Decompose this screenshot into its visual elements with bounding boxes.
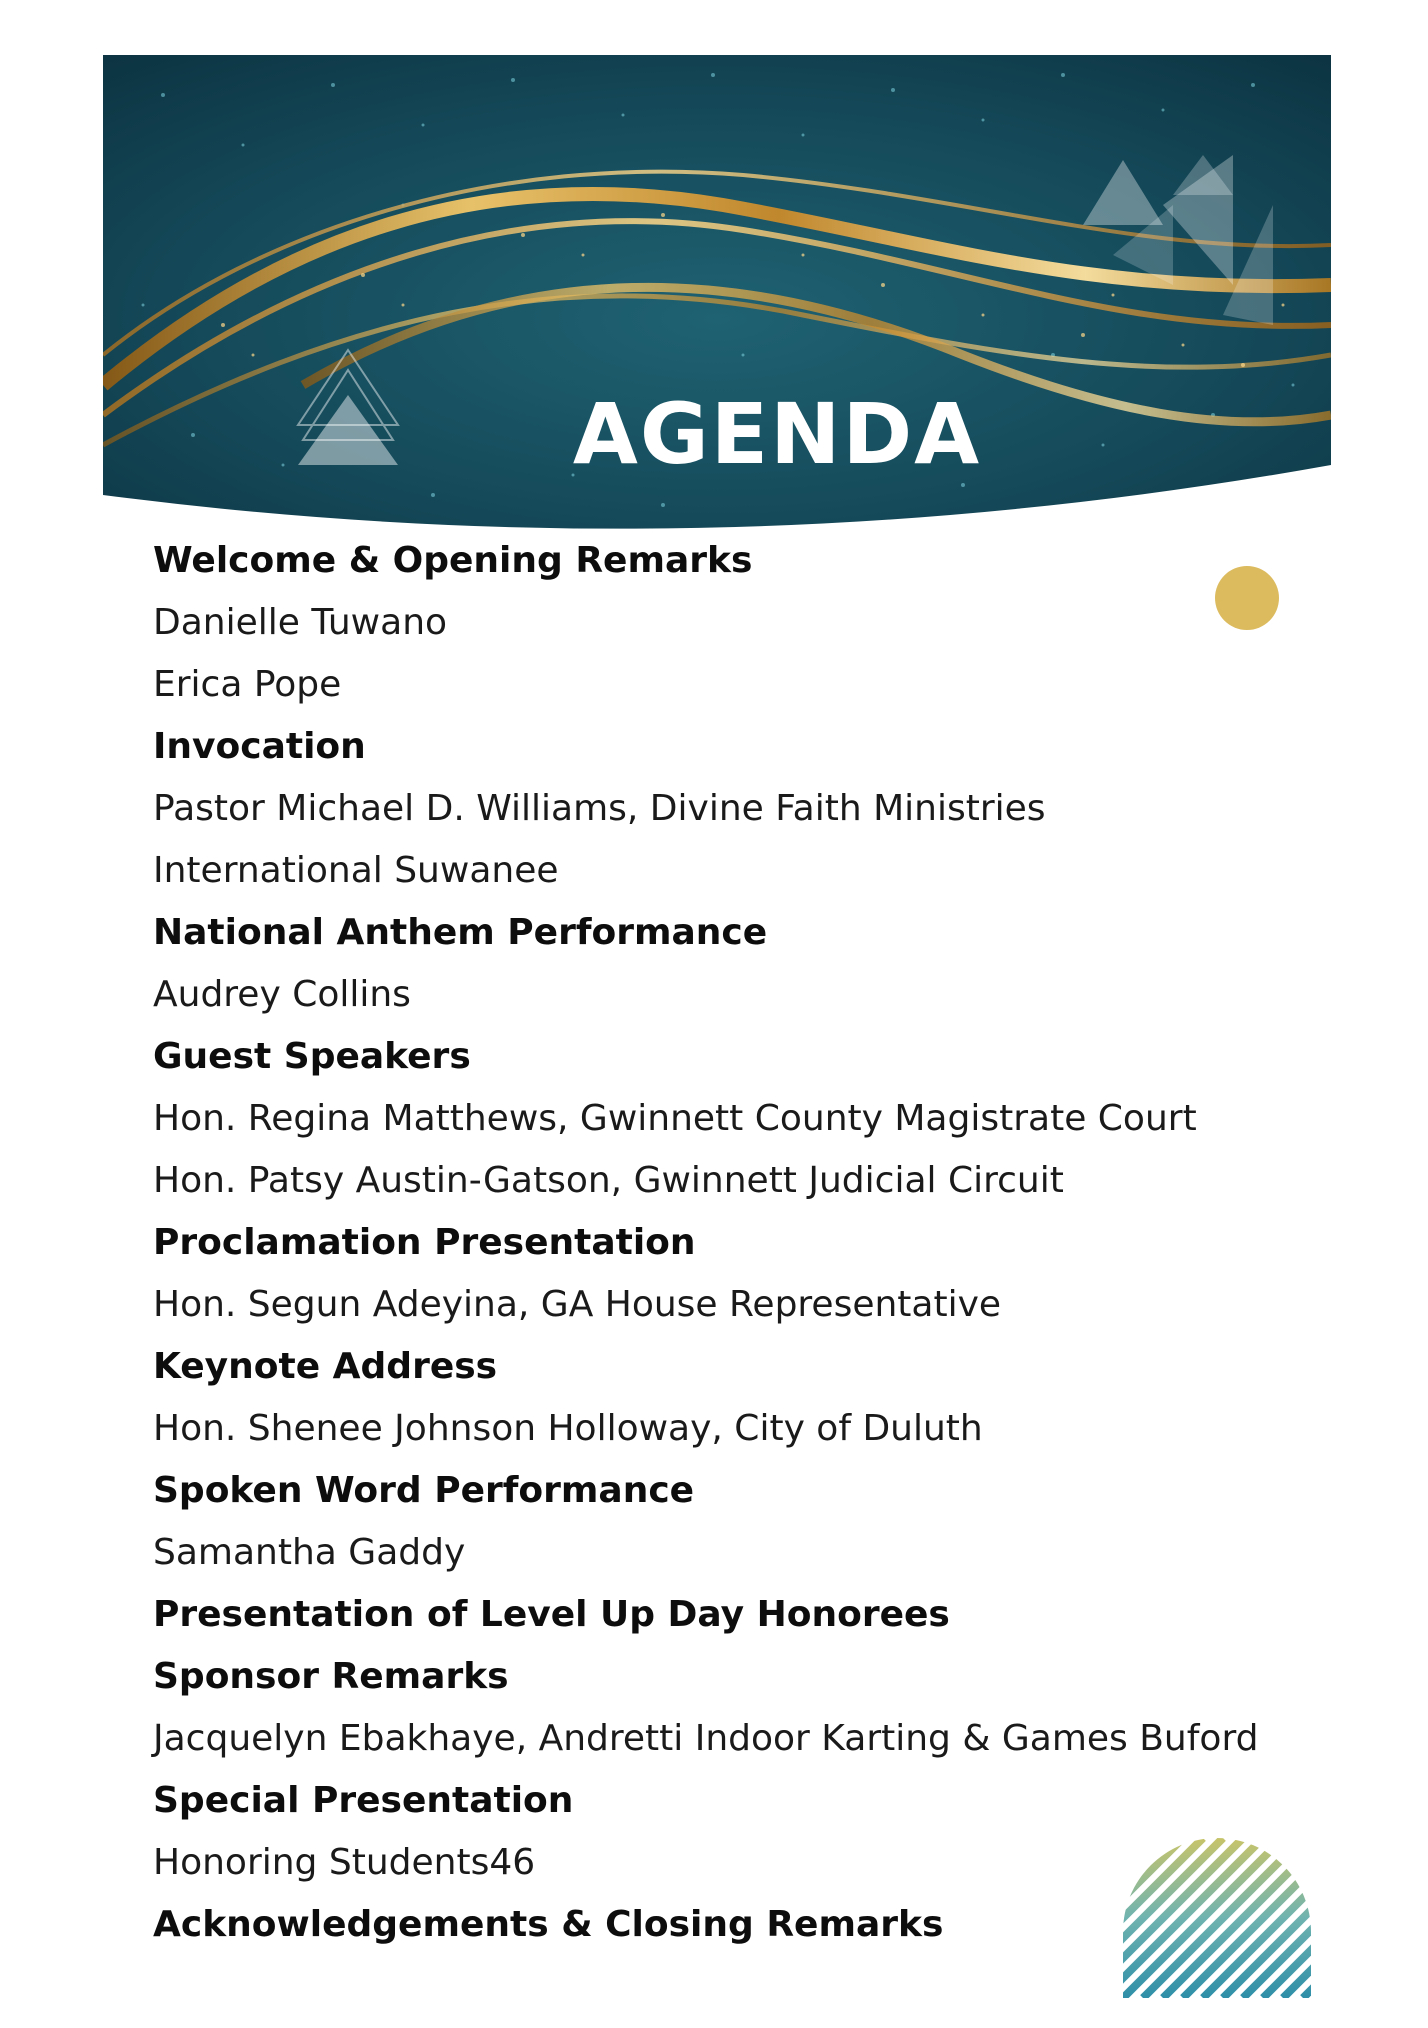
agenda-heading: Acknowledgements & Closing Remarks [153,1904,944,1945]
agenda-heading: Welcome & Opening Remarks [153,540,753,581]
agenda-heading: Spoken Word Performance [153,1470,695,1511]
agenda-list [153,530,1303,1956]
agenda-detail: Hon. Patsy Austin-Gatson, Gwinnett Judicial Circuit [153,1160,1064,1201]
agenda-detail: Erica Pope [153,664,342,705]
agenda-heading: Presentation of Level Up Day Honorees [153,1594,950,1635]
agenda-heading: Special Presentation [153,1780,574,1821]
agenda-detail: Samantha Gaddy [153,1532,466,1573]
agenda-detail: Hon. Segun Adeyina, GA House Representative [153,1284,1002,1325]
agenda-heading: National Anthem Performance [153,912,768,953]
agenda-detail: Honoring Students46 [153,1842,536,1883]
page-title: AGENDA [572,385,982,483]
agenda-detail: Audrey Collins [153,974,411,1015]
agenda-banner [103,55,1331,535]
agenda-heading: Sponsor Remarks [153,1656,509,1697]
agenda-heading: Keynote Address [153,1346,498,1387]
agenda-detail: Hon. Regina Matthews, Gwinnett County Magistrate Court [153,1098,1197,1139]
agenda-detail: Danielle Tuwano [153,602,448,643]
agenda-heading: Proclamation Presentation [153,1222,696,1263]
agenda-detail: Hon. Shenee Johnson Holloway, City of Duluth [153,1408,983,1449]
agenda-detail: Jacquelyn Ebakhaye, Andretti Indoor Karting & Games Buford [153,1718,1259,1759]
agenda-detail: Pastor Michael D. Williams, Divine Faith Ministries [153,788,1046,829]
agenda-detail: International Suwanee [153,850,559,891]
agenda-heading: Invocation [153,726,366,767]
agenda-heading: Guest Speakers [153,1036,471,1077]
striped-semicircle-decoration [1123,1838,1311,1998]
